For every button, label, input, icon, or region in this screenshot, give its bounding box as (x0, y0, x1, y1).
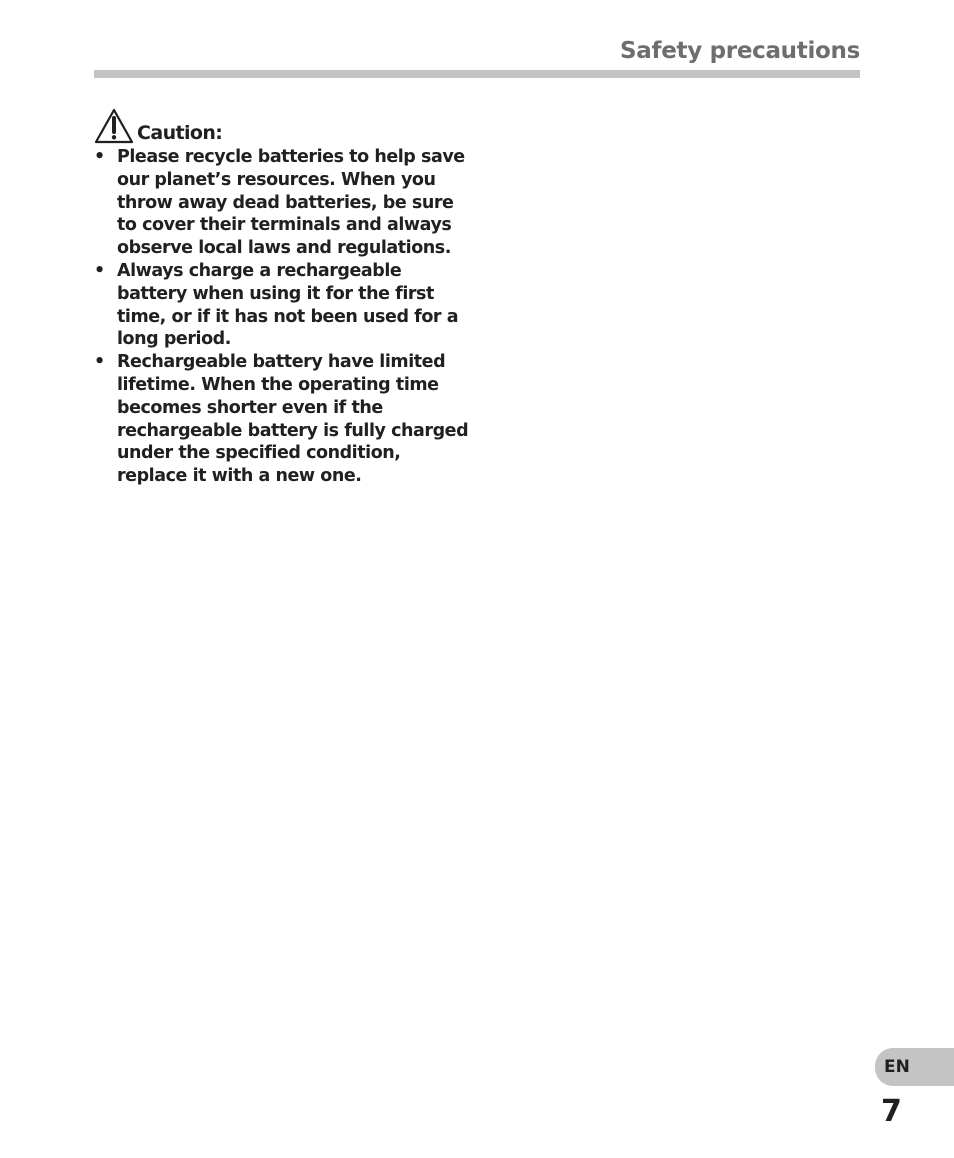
warning-triangle-icon (94, 108, 134, 144)
bullet-icon: • (94, 147, 105, 167)
caution-item-text: Always charge a rechargeable battery when using it for the first time, or if it has not been used for a long period. (117, 260, 459, 350)
section-title: Safety precautions (620, 38, 860, 64)
bullet-icon: • (94, 260, 105, 281)
caution-heading (94, 108, 222, 144)
caution-item (94, 351, 474, 488)
caution-item-text: Rechargeable battery have limited lifetime. When the operating time becomes shorter even if the rechargeable battery is fully charged under the specified condition, replace it with a new one. (117, 352, 469, 487)
language-tab (875, 1048, 954, 1086)
caution-item (94, 260, 474, 351)
language-label: EN (884, 1057, 910, 1077)
title-rule (94, 70, 860, 78)
caution-list (94, 146, 474, 488)
caution-label: Caution: (137, 122, 223, 144)
page-number: 7 (881, 1094, 902, 1129)
caution-item (94, 146, 474, 260)
bullet-icon: • (94, 352, 105, 373)
caution-item-text: Please recycle batteries to help save our planet’s resources. When you throw away dead batteries, be sure to cover their terminals and always observe local laws and regulations. (117, 147, 465, 259)
